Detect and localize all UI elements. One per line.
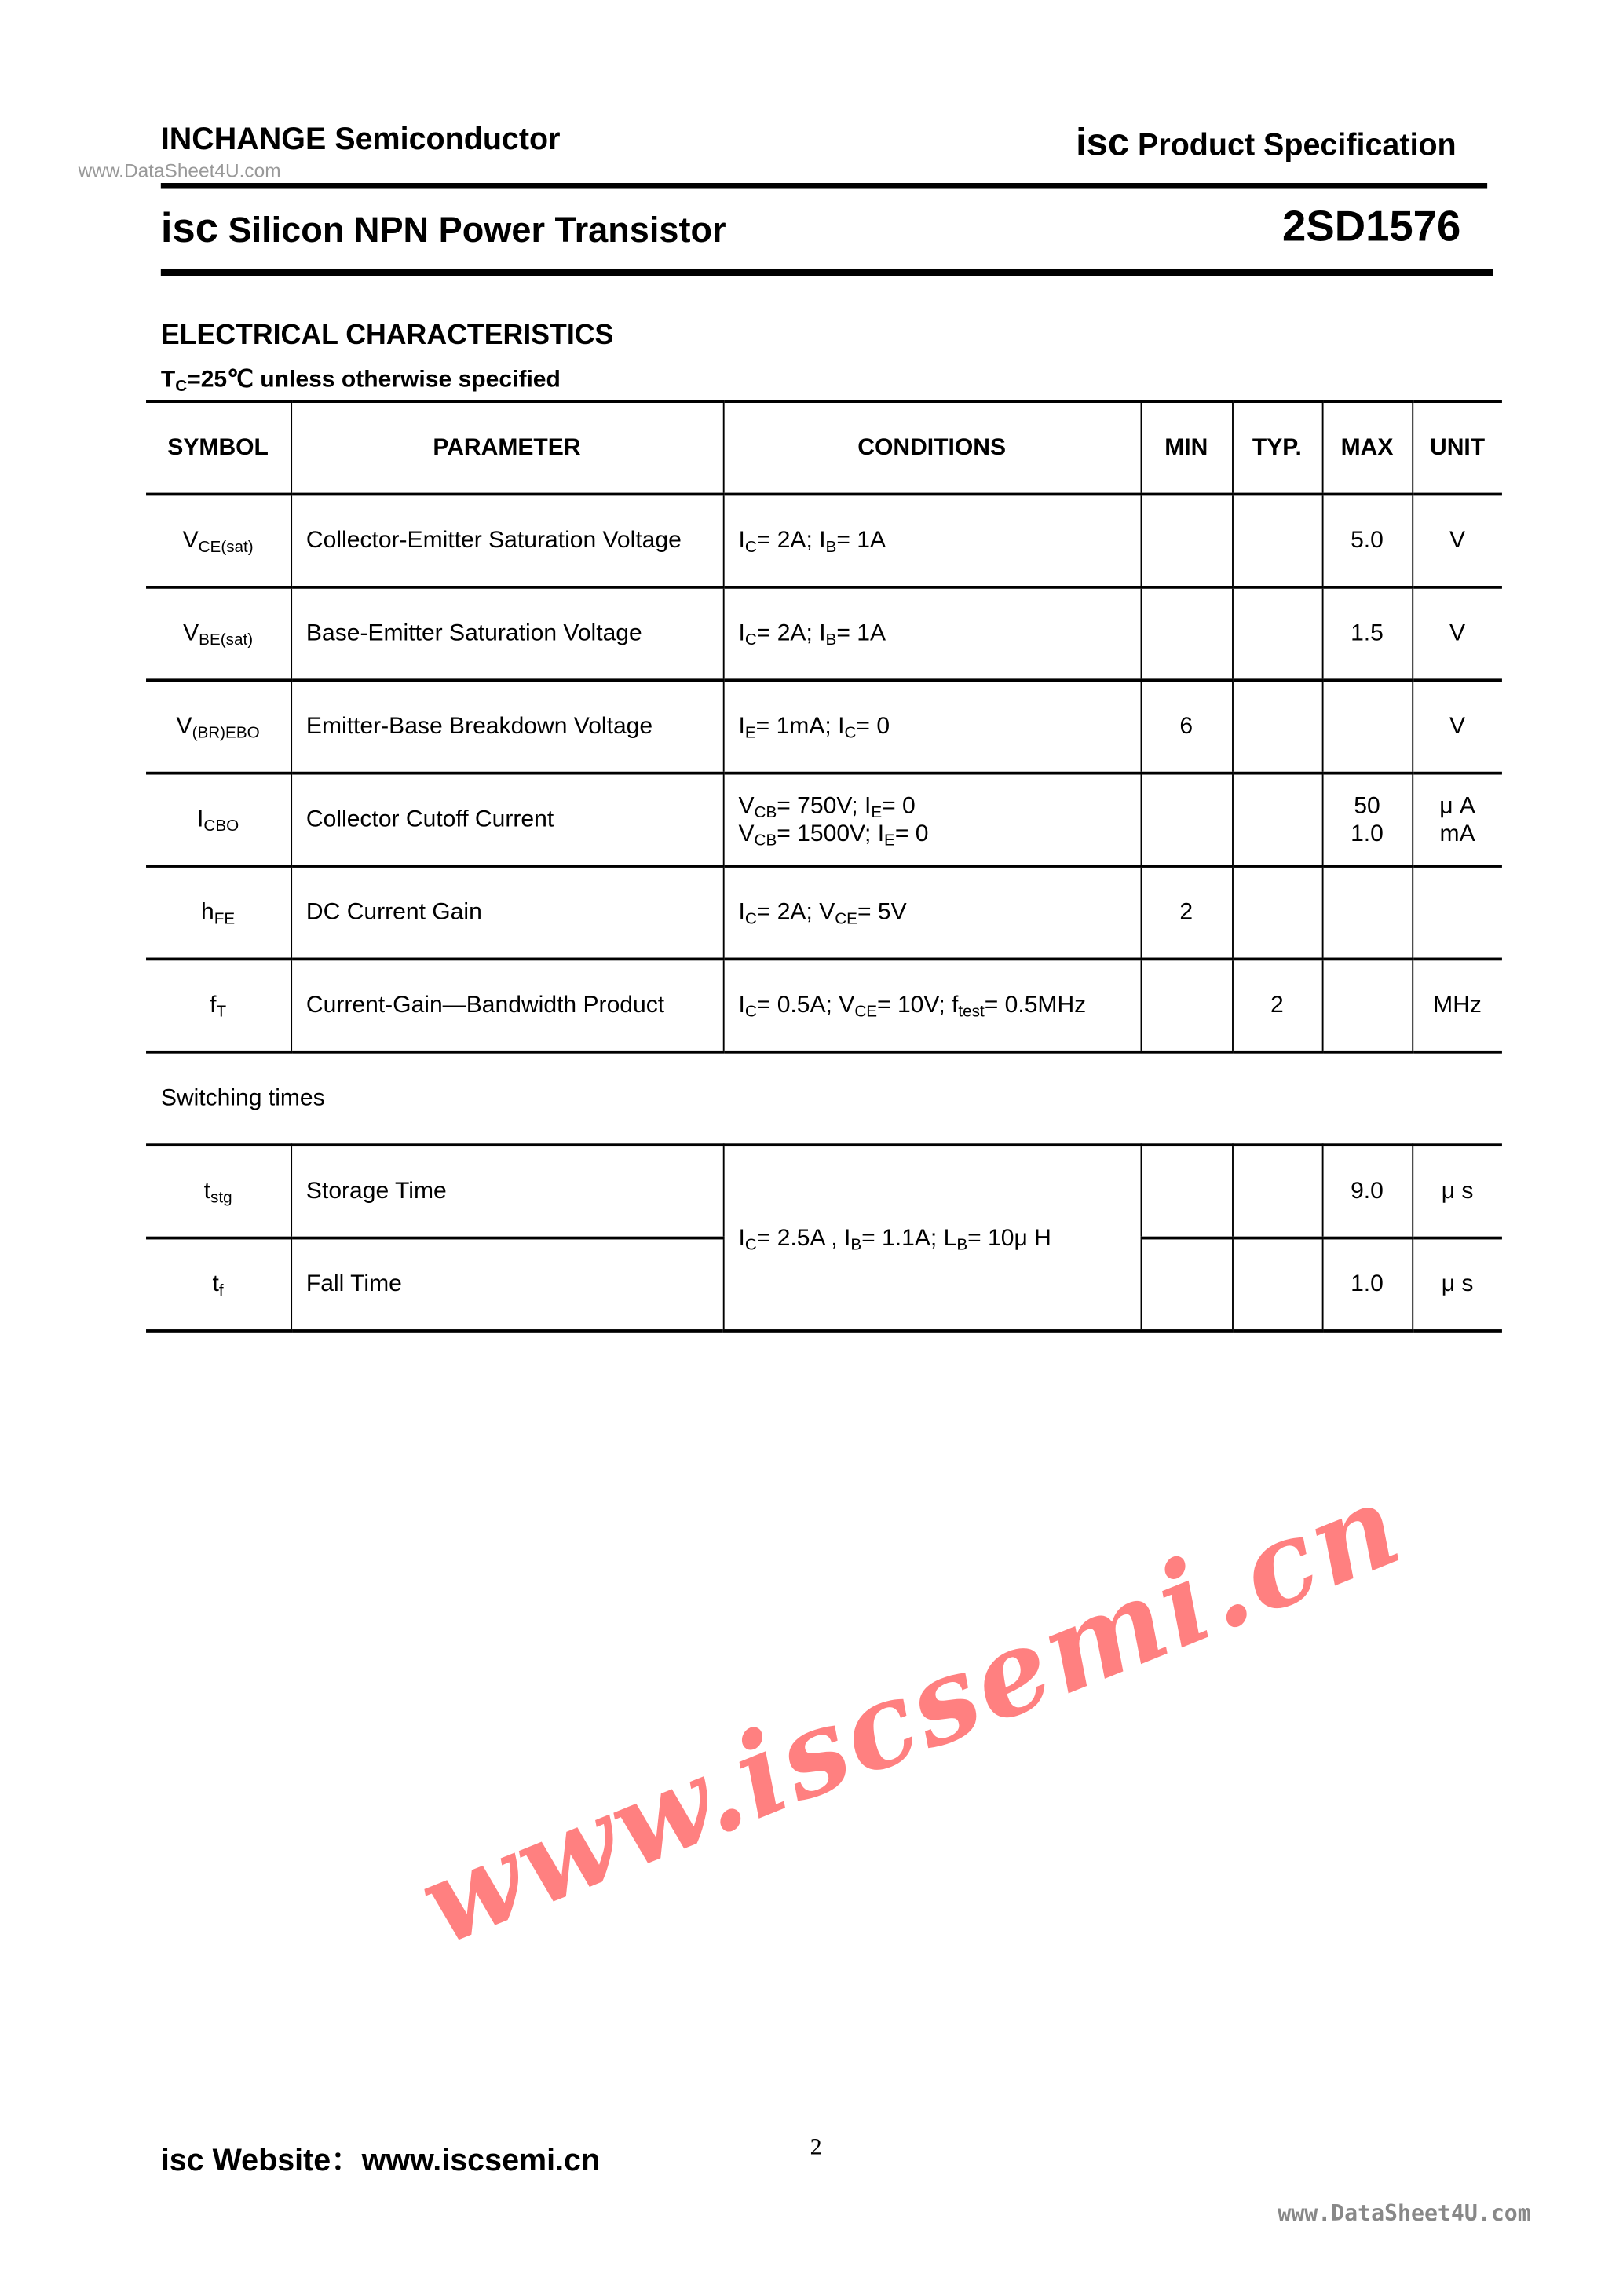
source-watermark-bottom: www.DataSheet4U.com xyxy=(1278,2199,1531,2227)
spec-text: Product Specification xyxy=(1138,128,1457,163)
part-number: 2SD1576 xyxy=(1282,203,1461,251)
switching-conditions-cell: $I_C= 2.5A$ , $I_B= 1.1A$; $L_B= 10\mu$ H xyxy=(723,1145,1141,1331)
typ-cell xyxy=(1232,680,1322,773)
conditions-cell: $I_C= 2A$; $I_B= 1A$ xyxy=(723,494,1141,587)
typ-cell xyxy=(1232,494,1322,587)
unit-cell: V xyxy=(1412,680,1502,773)
min-cell: 6 xyxy=(1141,680,1233,773)
symbol-cell: $I_{CBO}$ xyxy=(146,773,291,866)
symbol-cell: $h_{FE}$ xyxy=(146,866,291,959)
max-cell: 50 1.0 xyxy=(1322,773,1413,866)
conditions-cell: $I_C= 0.5A$; $V_{CE}= 10V$; $f_{test}= 0.5MHz$ xyxy=(723,959,1141,1051)
parameter-cell: Fall Time xyxy=(291,1238,723,1331)
switching-times-row xyxy=(146,1052,1502,1145)
table-row xyxy=(146,866,1502,959)
table-row xyxy=(146,494,1502,587)
table-row xyxy=(146,1145,1502,1238)
min-cell xyxy=(1141,1238,1233,1331)
unit-cell: μ s xyxy=(1412,1145,1502,1238)
title-prefix: isc xyxy=(160,205,218,251)
page-number: 2 xyxy=(810,2135,822,2161)
table-row xyxy=(146,587,1502,680)
characteristics-table xyxy=(146,400,1502,1333)
conditions-cell: $I_E= 1mA$; $I_C= 0$ xyxy=(723,680,1141,773)
typ-cell xyxy=(1232,1238,1322,1331)
typ-cell xyxy=(1232,866,1322,959)
column-header: MAX xyxy=(1322,401,1413,494)
max-cell: 9.0 xyxy=(1322,1145,1413,1238)
min-cell xyxy=(1141,587,1233,680)
unit-cell xyxy=(1412,866,1502,959)
company-name: INCHANGE Semiconductor xyxy=(160,122,561,157)
conditions-cell: $V_{CB}= 750V$; $I_E= 0$ $V_{CB}= 1500V$; $I_E= 0$ xyxy=(723,773,1141,866)
table-row xyxy=(146,680,1502,773)
min-cell xyxy=(1141,494,1233,587)
symbol-cell: $t_f$ xyxy=(146,1238,291,1331)
parameter-cell: Storage Time xyxy=(291,1145,723,1238)
parameter-cell: Collector-Emitter Saturation Voltage xyxy=(291,494,723,587)
table-row xyxy=(146,959,1502,1051)
parameter-cell: DC Current Gain xyxy=(291,866,723,959)
title-rule xyxy=(161,269,1493,276)
column-header: MIN xyxy=(1141,401,1233,494)
column-header: UNIT xyxy=(1412,401,1502,494)
max-cell: 1.5 xyxy=(1322,587,1413,680)
header-rule xyxy=(161,183,1487,189)
column-header: CONDITIONS xyxy=(723,401,1141,494)
footer-website: isc Website：www.iscsemi.cn xyxy=(160,2144,601,2178)
unit-cell: μ s xyxy=(1412,1238,1502,1331)
column-header: PARAMETER xyxy=(291,401,723,494)
parameter-cell: Base-Emitter Saturation Voltage xyxy=(291,587,723,680)
parameter-cell: Collector Cutoff Current xyxy=(291,773,723,866)
section-title: ELECTRICAL CHARACTERISTICS xyxy=(160,320,614,352)
website-watermark: www.iscsemi.cn xyxy=(402,1457,1420,1972)
symbol-cell: $V_{CE(sat)}$ xyxy=(146,494,291,587)
max-cell xyxy=(1322,680,1413,773)
symbol-cell: $t_{stg}$ xyxy=(146,1145,291,1238)
symbol-cell: $V_{(BR)EBO}$ xyxy=(146,680,291,773)
table-header-row xyxy=(146,401,1502,494)
symbol-cell: $V_{BE(sat)}$ xyxy=(146,587,291,680)
typ-cell xyxy=(1232,587,1322,680)
typ-cell: 2 xyxy=(1232,959,1322,1051)
page-title xyxy=(161,205,726,252)
max-cell xyxy=(1322,866,1413,959)
title-text: Silicon NPN Power Transistor xyxy=(228,210,726,251)
min-cell xyxy=(1141,1145,1233,1238)
max-cell: 5.0 xyxy=(1322,494,1413,587)
column-header: SYMBOL xyxy=(146,401,291,494)
test-condition: $T_C=25℃$ unless otherwise specified xyxy=(160,367,561,396)
source-watermark-top: www.DataSheet4U.com xyxy=(78,159,281,182)
unit-cell: μ A mA xyxy=(1412,773,1502,866)
conditions-cell: $I_C= 2A$; $V_{CE}= 5V$ xyxy=(723,866,1141,959)
column-header: TYP. xyxy=(1232,401,1322,494)
spec-prefix: isc xyxy=(1076,119,1130,164)
max-cell xyxy=(1322,959,1413,1051)
parameter-cell: Current-Gain—Bandwidth Product xyxy=(291,959,723,1051)
min-cell xyxy=(1141,959,1233,1051)
table-row xyxy=(146,773,1502,866)
symbol-cell: $f_T$ xyxy=(146,959,291,1051)
unit-cell: V xyxy=(1412,587,1502,680)
unit-cell: MHz xyxy=(1412,959,1502,1051)
parameter-cell: Emitter-Base Breakdown Voltage xyxy=(291,680,723,773)
typ-cell xyxy=(1232,1145,1322,1238)
conditions-cell: $I_C= 2A$; $I_B= 1A$ xyxy=(723,587,1141,680)
typ-cell xyxy=(1232,773,1322,866)
switching-times-label: Switching times xyxy=(146,1052,1502,1145)
spec-label xyxy=(1076,119,1457,165)
min-cell xyxy=(1141,773,1233,866)
unit-cell: V xyxy=(1412,494,1502,587)
max-cell: 1.0 xyxy=(1322,1238,1413,1331)
min-cell: 2 xyxy=(1141,866,1233,959)
